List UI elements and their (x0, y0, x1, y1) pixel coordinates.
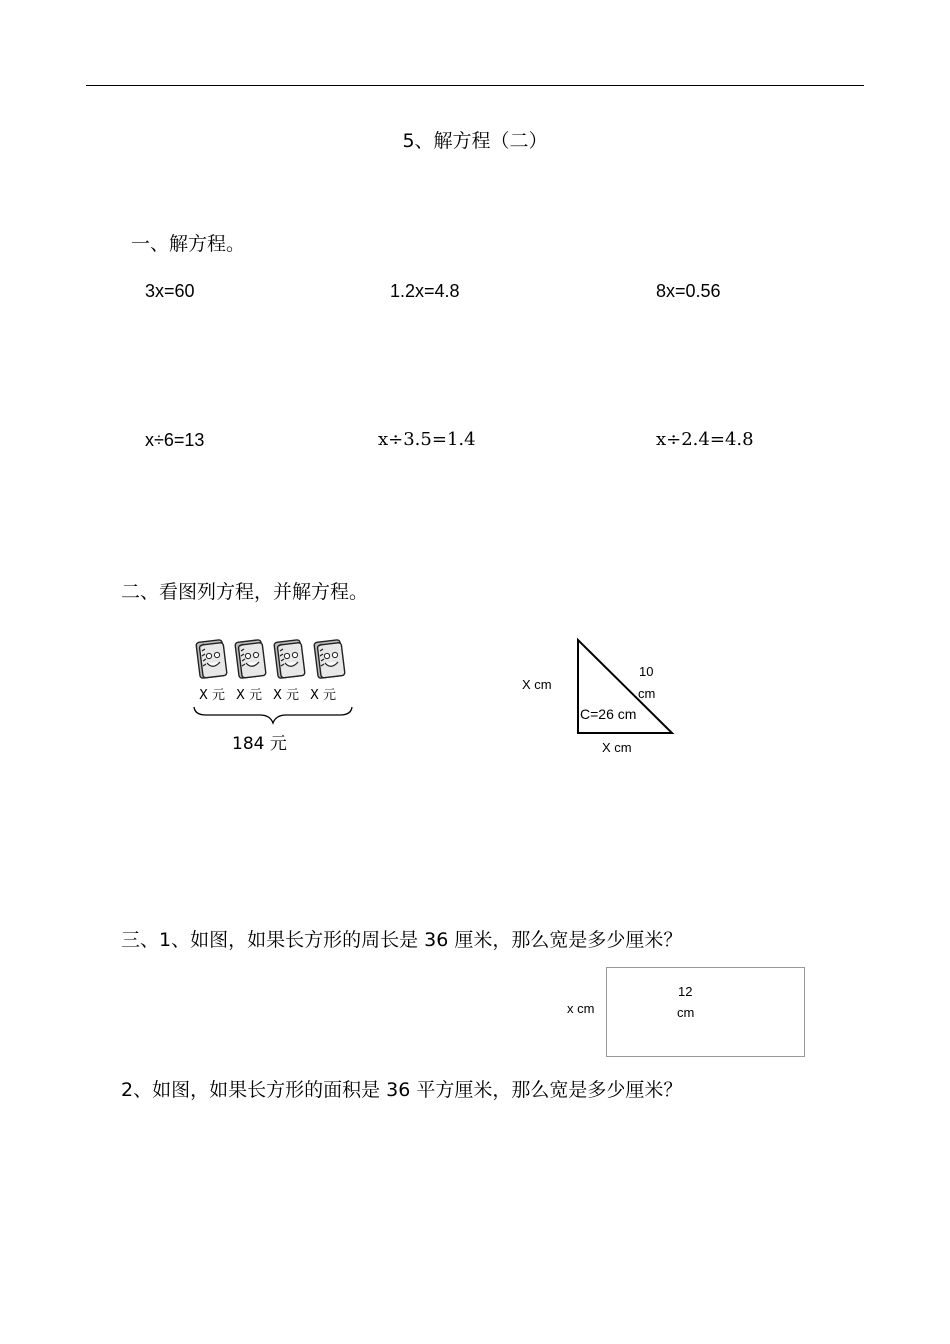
notebook-icon (314, 640, 345, 679)
equation-5: x÷3.5=1.4 (378, 429, 476, 450)
equation-4: x÷6=13 (145, 430, 205, 450)
equation-2: 1.2x=4.8 (390, 281, 460, 301)
page-title: 5、解方程（二） (402, 130, 548, 152)
total-price: 184 元 (232, 734, 287, 754)
header-rule (86, 85, 864, 86)
notebook-price-1: X 元 (199, 688, 226, 703)
section-1-heading: 一、解方程。 (131, 233, 246, 255)
triangle-hyp-value: 10 (639, 664, 654, 679)
notebook-price-3: X 元 (273, 688, 300, 703)
notebooks-illustration (190, 636, 360, 680)
notebook-price-2: X 元 (236, 688, 263, 703)
equation-1: 3x=60 (145, 281, 195, 301)
total-brace (192, 704, 354, 726)
notebook-price-4: X 元 (310, 688, 337, 703)
equation-6: x÷2.4=4.8 (656, 429, 754, 450)
triangle-perimeter-label: C=26 cm (580, 706, 637, 722)
rectangle-width-label: x cm (567, 1001, 595, 1016)
section-3-question-2: 2、如图，如果长方形的面积是 36 平方厘米，那么宽是多少厘米？ (121, 1079, 683, 1101)
right-triangle (570, 632, 680, 740)
notebook-icon (235, 640, 266, 679)
rectangle-length-value: 12 (678, 984, 693, 999)
notebook-icon (274, 640, 305, 679)
notebook-icon (196, 640, 227, 679)
rectangle-figure (606, 967, 805, 1057)
triangle-bottom-label: X cm (602, 740, 632, 755)
rectangle-length-unit: cm (677, 1005, 695, 1020)
section-2-heading: 二、看图列方程，并解方程。 (121, 581, 369, 603)
triangle-left-label: X cm (522, 677, 552, 692)
section-3-question-1: 三、1、如图，如果长方形的周长是 36 厘米，那么宽是多少厘米？ (121, 929, 683, 951)
triangle-hyp-unit: cm (638, 686, 656, 701)
equation-3: 8x=0.56 (656, 281, 721, 301)
